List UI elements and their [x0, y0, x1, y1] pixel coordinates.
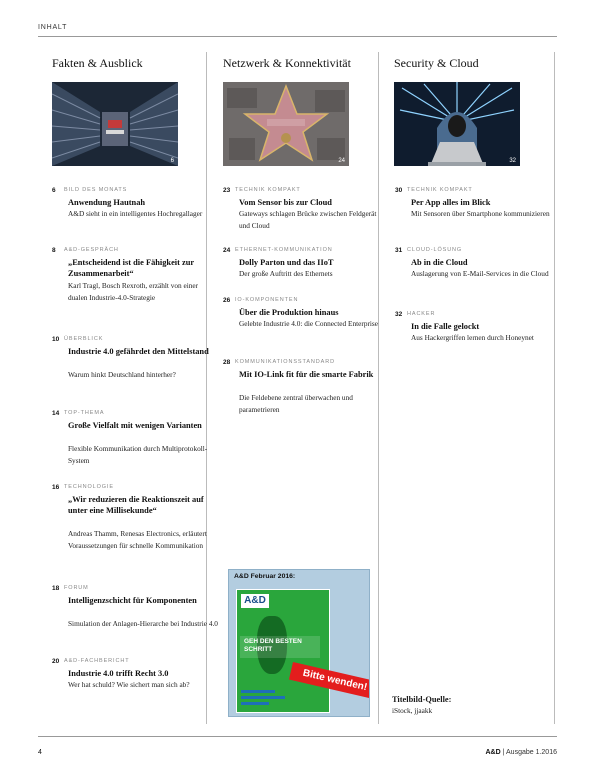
entry-title: „Wir reduzieren die Reaktionszeit auf unter eine Millisekunde“ — [68, 495, 204, 515]
rubric-label: CLOUD-LÖSUNG — [407, 247, 463, 253]
entry-title: Dolly Parton und das IIoT — [239, 258, 334, 267]
page-number: 6 — [52, 187, 56, 194]
entry-title: „Entscheidend ist die Fähigkeit zur Zusammenarbeit“ — [68, 258, 194, 278]
promo-label: A&D Februar 2016: — [234, 573, 296, 580]
page-number: 8 — [52, 247, 56, 254]
section-label: INHALT — [38, 24, 68, 31]
entry-title: Industrie 4.0 trifft Recht 3.0 — [68, 669, 169, 678]
column-divider — [378, 52, 379, 724]
entry-title: Intelligenzschicht für Komponenten — [68, 596, 197, 605]
rubric-label: ETHERNET-KOMMUNIKATION — [235, 247, 333, 253]
star-image[interactable] — [223, 82, 349, 166]
entry-summary: Warum hinkt Deutschland hinterher? — [68, 370, 176, 379]
rubric-label: TECHNIK KOMPAKT — [407, 187, 473, 193]
page-number: 31 — [395, 247, 403, 254]
magazine-cover — [236, 589, 330, 713]
credit-heading: Titelbild-Quelle: — [392, 695, 452, 704]
column-netzwerk — [223, 56, 351, 166]
entry-summary: Simulation der Anlagen-Hierarche bei Industrie 4.0 — [68, 619, 218, 628]
entry-summary: Karl Tragl, Bosch Rexroth, erzählt von einer dualen Industrie-4.0-Strategie — [68, 281, 199, 302]
cover-line — [241, 696, 285, 699]
page-number: 10 — [52, 336, 60, 343]
cover-line — [241, 690, 275, 693]
bottom-divider — [38, 736, 557, 737]
entry-title: Per App alles im Blick — [411, 198, 491, 207]
warehouse-illustration — [52, 82, 178, 166]
page-folio: 4 — [38, 749, 42, 756]
rubric-label: KOMMUNIKATIONSSTANDARD — [235, 359, 335, 365]
hacker-image[interactable] — [394, 82, 520, 166]
entry-summary: Mit Sensoren über Smartphone kommunizieren — [411, 209, 550, 218]
entry-title: Industrie 4.0 gefährdet den Mittelstand — [68, 347, 209, 356]
walk-of-fame-star-illustration — [223, 82, 349, 166]
brand-name: A&D — [485, 749, 501, 756]
entry-summary: Der große Auftritt des Ethernets — [239, 269, 333, 278]
rubric-label: BILD DES MONATS — [64, 187, 128, 193]
page-number: 24 — [223, 247, 231, 254]
entry-title: Über die Produktion hinaus — [239, 308, 339, 317]
warehouse-image[interactable] — [52, 82, 178, 166]
entry-summary: Auslagerung von E-Mail-Services in die Cloud — [411, 269, 549, 278]
entry-title: Anwendung Hautnah — [68, 198, 146, 207]
rubric-label: TECHNIK KOMPAKT — [235, 187, 301, 193]
credit-value: iStock, jjaakk — [392, 706, 433, 715]
rubric-label: A&D-GESPRÄCH — [64, 247, 119, 253]
cover-credit — [392, 694, 451, 716]
rubric-label: TECHNOLOGIE — [64, 484, 114, 490]
entry-summary: Die Feldebene zentral überwachen und parametrieren — [239, 393, 353, 414]
hacker-illustration — [394, 82, 520, 166]
page-number: 20 — [52, 658, 60, 665]
turn-page-sticker: Bitte wenden! — [289, 662, 370, 700]
page-number: 14 — [52, 410, 60, 417]
column-divider — [554, 52, 555, 724]
page-number: 23 — [223, 187, 231, 194]
rubric-label: ÜBERBLICK — [64, 336, 104, 342]
page-number: 16 — [52, 484, 60, 491]
cover-headline: GEH DEN BESTEN SCHRITT — [240, 636, 320, 658]
entry-summary: Flexible Kommunikation durch Multiprotokoll-System — [68, 444, 208, 465]
page-number: 26 — [223, 297, 231, 304]
rubric-label: IO-KOMPONENTEN — [235, 297, 299, 303]
column-fakten — [52, 56, 178, 166]
entry-title: Mit IO-Link fit für die smarte Fabrik — [239, 370, 374, 379]
entry-title: Ab in die Cloud — [411, 258, 468, 267]
entry-title: Vom Sensor bis zur Cloud — [239, 198, 332, 207]
issue-number: | Ausgabe 1.2016 — [502, 749, 557, 756]
entry-summary: A&D sieht in ein intelligentes Hochregallager — [68, 209, 203, 218]
rubric-label: TOP-THEMA — [64, 410, 105, 416]
magazine-logo: A&D — [241, 594, 269, 608]
page-number: 28 — [223, 359, 231, 366]
rubric-label: A&D-FACHBERICHT — [64, 658, 130, 664]
image-page-number: 6 — [170, 158, 174, 164]
issue-footer — [486, 749, 558, 756]
entry-summary: Wer hat schuld? Wie sichert man sich ab? — [68, 680, 190, 689]
entry-title: In die Falle gelockt — [411, 322, 480, 331]
page-number: 32 — [395, 311, 403, 318]
entry-summary: Gateways schlagen Brücke zwischen Feldgerät und Cloud — [239, 209, 377, 230]
entry-summary: Aus Hackergriffen lernen durch Honeynet — [411, 333, 534, 342]
column-security — [394, 56, 520, 166]
page-number: 30 — [395, 187, 403, 194]
top-divider — [38, 36, 557, 37]
column-title: Fakten & Ausblick — [52, 56, 143, 70]
entry-summary: Andreas Thamm, Renesas Electronics, erläutert Voraussetzungen für schnelle Kommunikation — [68, 529, 207, 550]
page-number: 18 — [52, 585, 60, 592]
image-page-number: 32 — [509, 158, 516, 164]
entry-summary: Gelebte Industrie 4.0: die Connected Enterprise — [239, 319, 379, 328]
rubric-label: HACKER — [407, 311, 436, 317]
cover-line — [241, 702, 269, 705]
next-issue-promo[interactable] — [228, 569, 370, 717]
entry-title: Große Vielfalt mit wenigen Varianten — [68, 421, 202, 430]
column-title: Security & Cloud — [394, 56, 479, 70]
column-title: Netzwerk & Konnektivität — [223, 56, 351, 70]
image-page-number: 24 — [338, 158, 345, 164]
rubric-label: FORUM — [64, 585, 89, 591]
